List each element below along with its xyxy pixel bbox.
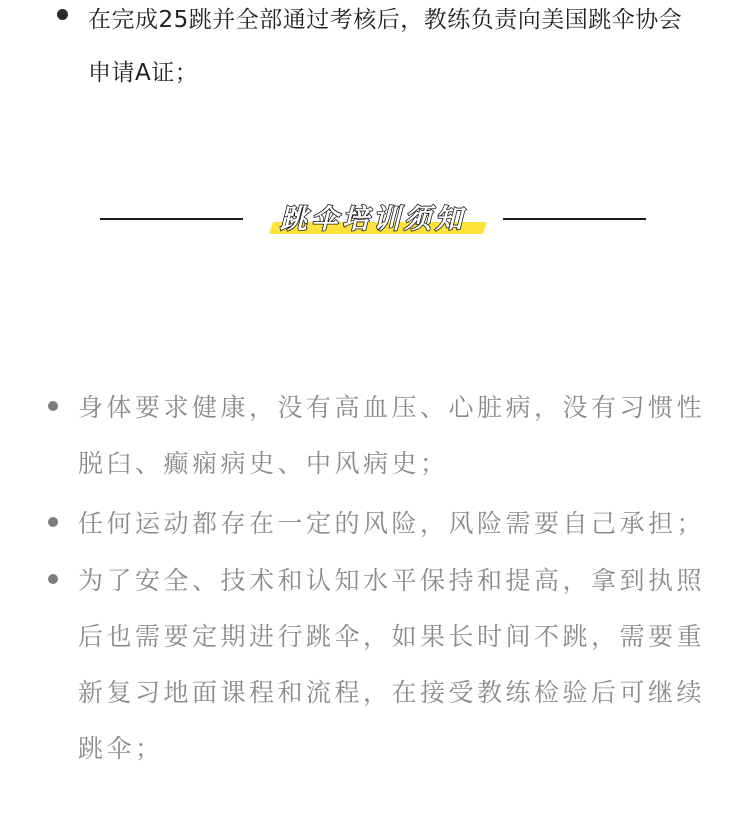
bullet-dot [57, 9, 68, 20]
note-3-line-1: 为了安全、技术和认知水平保持和提高，拿到执照 [78, 566, 706, 595]
divider-right [503, 218, 646, 220]
note-2-line-1: 任何运动都存在一定的风险，风险需要自己承担； [78, 509, 706, 538]
note-3-line-4: 跳伞； [78, 734, 164, 763]
note-1-line-2: 脱臼、癫痫病史、中风病史； [78, 449, 449, 478]
bullet-dot [48, 517, 58, 527]
note-3-line-3: 新复习地面课程和流程，在接受教练检验后可继续 [78, 678, 706, 707]
section-title: 跳伞培训须知 [280, 204, 466, 235]
section-heading [261, 200, 485, 240]
note-3-line-2: 后也需要定期进行跳伞，如果长时间不跳，需要重 [78, 622, 706, 651]
divider-left [100, 218, 243, 220]
note-1-line-1: 身体要求健康，没有高血压、心脏病，没有习惯性 [78, 393, 706, 422]
intro-line-1: 在完成25跳并全部通过考核后，教练负责向美国跳伞协会 [88, 7, 683, 33]
intro-line-2: 申请A证； [88, 60, 199, 86]
bullet-dot [48, 401, 58, 411]
bullet-dot [48, 574, 58, 584]
